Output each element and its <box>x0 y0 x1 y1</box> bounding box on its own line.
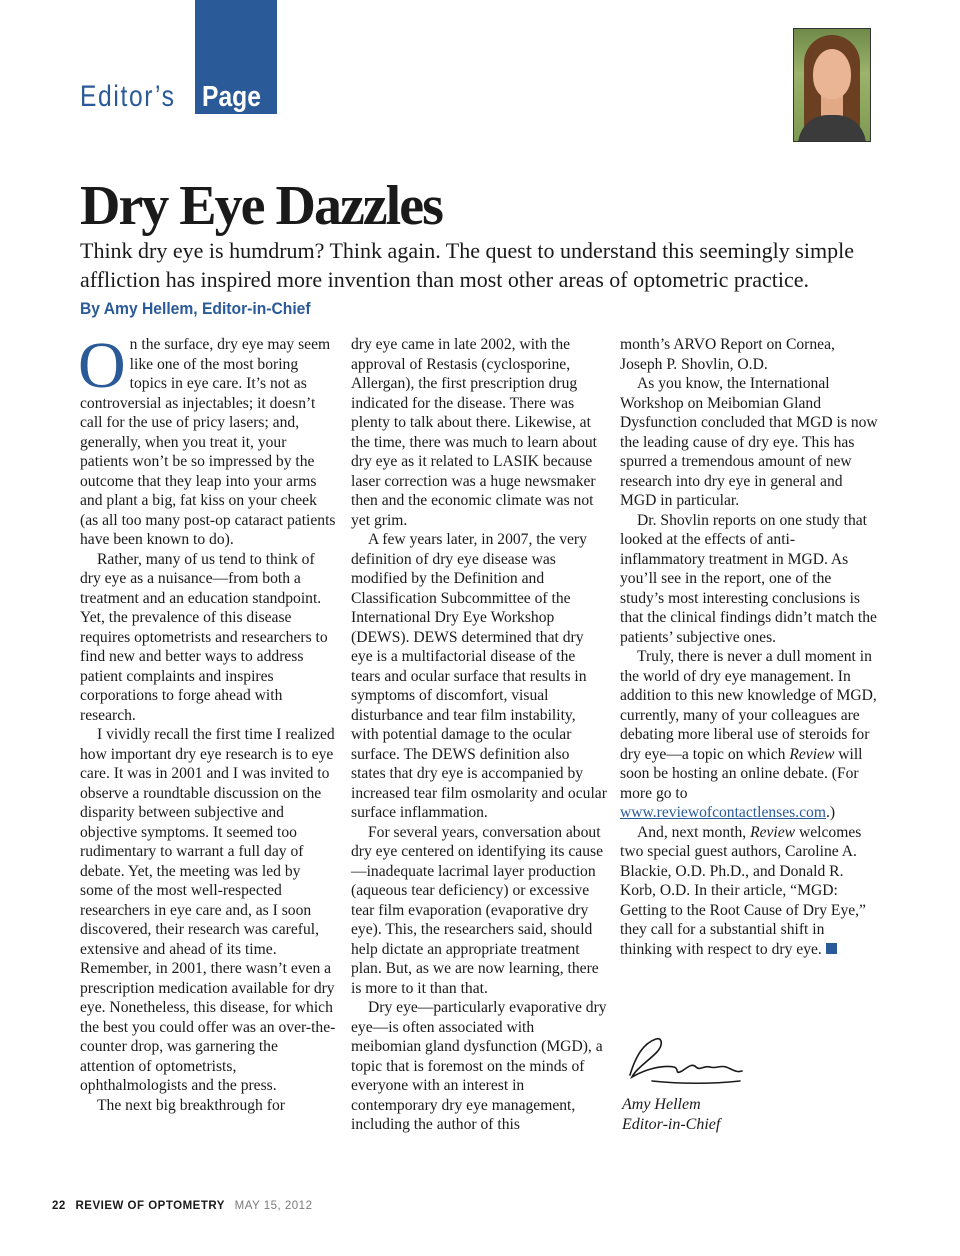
article-deck: Think dry eye is humdrum? Think again. The quest to understand this seemingly simple affliction has inspired more invention than most other areas of optometric practice. <box>80 238 854 292</box>
paragraph-6: For several years, conversation about dry eye centered on identifying its cause—inadequate lacrimal layer production (aqueous tear deficiency) or excessive tear film evaporation (evaporative dry eye). This, the researchers said, should help dictate an appropriate treatment plan. But, as we are now learning, there is more to it than that. <box>351 823 604 997</box>
signoff-name: Amy Hellem <box>622 1096 701 1113</box>
review-title-1: Review <box>789 745 835 763</box>
paragraph-10 <box>620 647 878 823</box>
section-label-bold: Page <box>202 81 261 113</box>
signature-image <box>622 1025 752 1090</box>
page-number: 22 <box>52 1200 66 1212</box>
page-footer <box>52 1200 312 1212</box>
website-link[interactable]: www.reviewofcontactlenses.com <box>620 804 826 821</box>
paragraph-4-cont: dry eye came in late 2002, with the approval of Restasis (cyclosporine, Allergan), the first prescription drug indicated for the disease. There was plenty to talk about there. Likewise, at the time, there was much to learn about dry eye as it related to LASIK because laser correction was a huge newsmaker then and the economic climate was not yet grim. <box>351 336 597 529</box>
issue-date: MAY 15, 2012 <box>234 1200 313 1212</box>
paragraph-5: A few years later, in 2007, the very definition of dry eye disease was modified by the Definition and Classification Subcommittee of the International Dry Eye Workshop (DEWS). DEWS determined that dry eye is a multifactorial disease of the tears and ocular surface that results in symptoms of discomfort, visual disturbance and tear film instability, with potential damage to the ocular surface. The DEWS definition also states that dry eye is accompanied by increased tear film osmolarity and ocular surface inflammation. <box>351 531 607 821</box>
section-label <box>80 80 261 114</box>
column-3 <box>620 335 878 959</box>
paragraph-1-text: n the surface, dry eye may seem like one of the most boring topics in eye care. It’s not as controversial as injectables; it doesn’t call for the use of pricy lasers; and, generally, when you treat it, your patients won’t be so impressed by the outcome that they leap into your arms and plant a big, fat kiss on your cheek (as all too many post-op cataract patients have been known to do). <box>80 336 336 548</box>
paragraph-7-start: Dry eye—particularly evaporative dry eye—is often associated with meibomian gland dysfunction (MGD), a topic that is foremost on the minds of everyone with an interest in contemporary dry eye management, including the author of this <box>351 999 607 1133</box>
drop-cap: O <box>78 329 126 402</box>
end-mark-icon <box>826 943 837 954</box>
paragraph-10-c: .) <box>825 804 836 821</box>
paragraph-3: I vividly recall the first time I realized how important dry eye research is to eye care. It was in 2001 and I was invited to observe a roundtable discussion on the disparity between subjective and objective symptoms. It seemed too rudimentary to warrant a full day of debate. Yet, the meeting was led by some of the most well-respected researchers in eye care and, as I soon discovered, their research was careful, extensive and ahead of its time. Remember, in 2001, there wasn’t even a prescription medication available for dry eye. Nonetheless, this disease, for which the best you could offer was an over-the-counter drop, was garnering the attention of optometrists, ophthalmologists and the press. <box>80 726 336 1094</box>
paragraph-9: Dr. Shovlin reports on one study that looked at the effects of anti-inflammatory treatment in MGD. As you’ll see in the report, one of the study’s most interesting conclusions is that the clinical findings didn’t match the patients’ subjective ones. <box>620 511 877 646</box>
column-2 <box>351 335 607 1135</box>
paragraph-11-b: welcomes two special guest authors, Caroline A. Blackie, O.D. Ph.D., and Donald R. Korb, O.D. In their article, “MGD: Getting to the Root Cause of Dry Eye,” they call for a substantial shift in thinking with respect to dry eye. <box>620 823 866 958</box>
publication-name: REVIEW OF OPTOMETRY <box>75 1200 225 1212</box>
paragraph-2: Rather, many of us tend to think of dry eye as a nuisance—from both a treatment and an education standpoint. Yet, the prevalence of this disease requires optometrists and researchers to find new and better ways to address patient complaints and inspires corporations to forge ahead with research. <box>80 550 328 724</box>
paragraph-10-b: will soon be hosting an online debate. (For more go to <box>620 745 863 802</box>
author-photo <box>793 28 871 142</box>
article-byline: By Amy Hellem, Editor-in-Chief <box>80 299 311 318</box>
signoff-title: Editor-in-Chief <box>622 1116 721 1133</box>
article-headline: Dry Eye Dazzles <box>80 175 442 237</box>
paragraph-7-cont: month’s ARVO Report on Cornea, Joseph P. Shovlin, O.D. <box>620 336 835 373</box>
paragraph-11-a: And, next month, <box>637 823 751 841</box>
paragraph-1 <box>78 329 336 550</box>
paragraph-10-a: Truly, there is never a dull moment in the world of dry eye management. In addition to this new knowledge of MGD, currently, many of your colleagues are debating more liberal use of steroids for dry eye—a topic on which <box>620 648 877 763</box>
section-label-light: Editor’s <box>80 80 176 113</box>
review-title-2: Review <box>750 823 796 841</box>
column-1 <box>78 329 336 1115</box>
photo-face <box>813 49 851 99</box>
paragraph-8: As you know, the International Workshop on Meibomian Gland Dysfunction concluded that MGD is now the leading cause of dry eye. This has spurred a tremendous amount of new research into dry eye in general and MGD in particular. <box>620 375 878 509</box>
paragraph-4-start: The next big breakthrough for <box>97 1096 285 1114</box>
paragraph-11 <box>620 823 878 960</box>
